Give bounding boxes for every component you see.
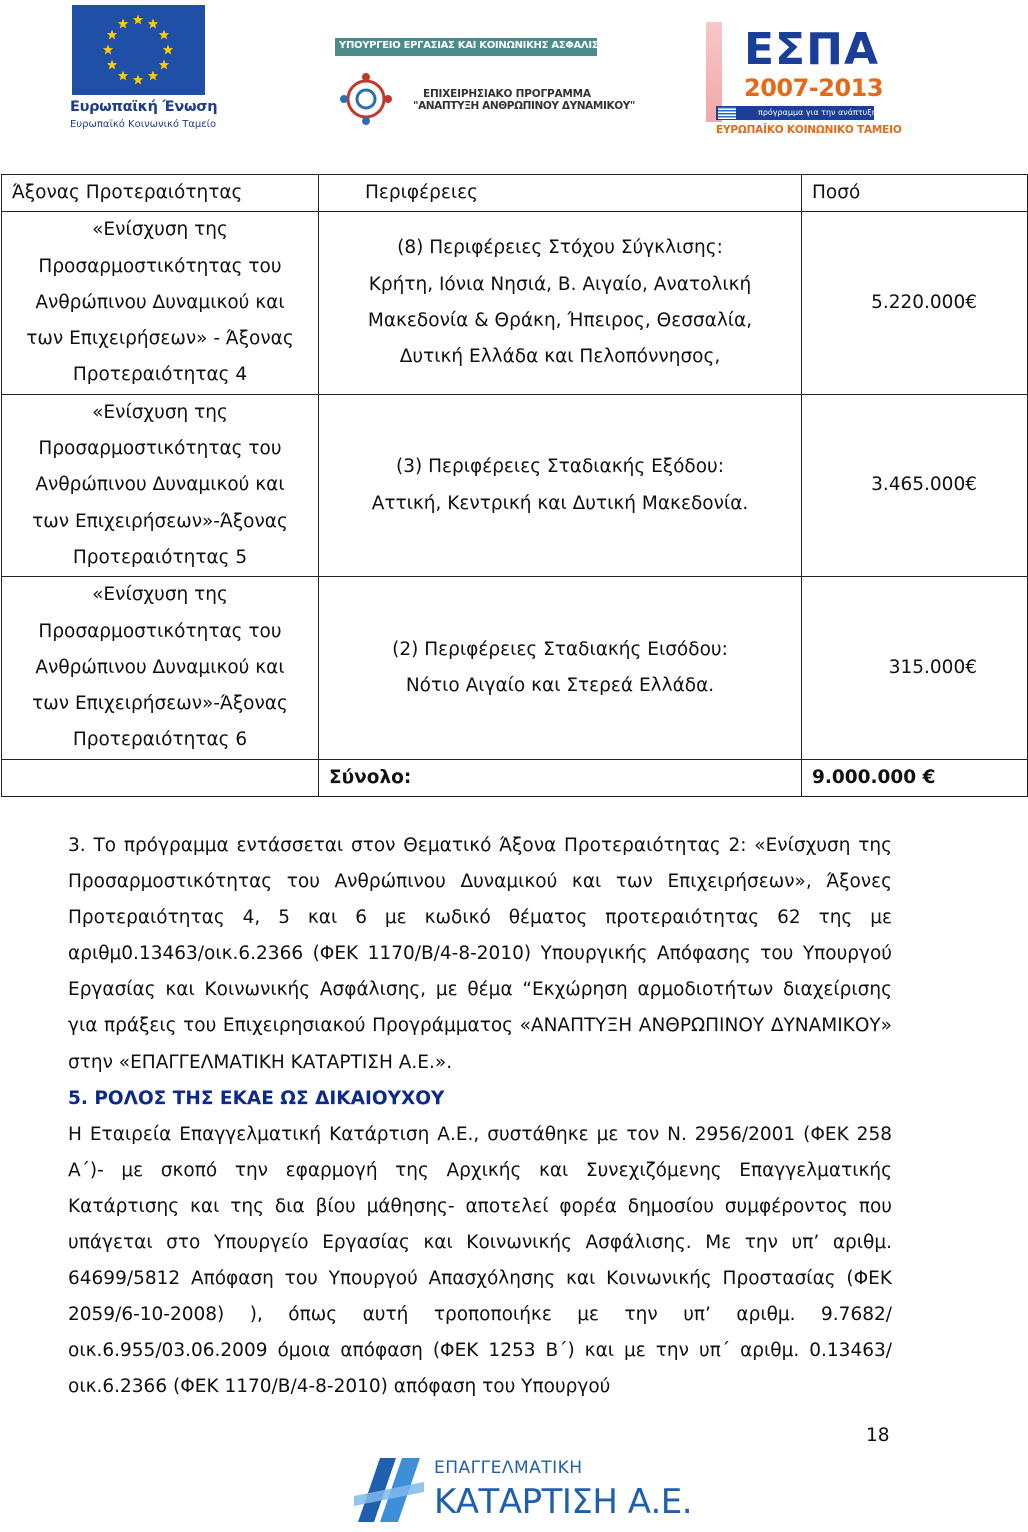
- header-axis: Άξονας Προτεραιότητας: [2, 175, 319, 212]
- espa-name: ΕΣΠΑ: [744, 24, 879, 75]
- eu-star-icon: [133, 75, 143, 85]
- regions-cell: (8) Περιφέρειες Στόχου Σύγκλισης: Κρήτη, Ιόνια Νησιά, Β. Αιγαίο, Ανατολική Μακεδονία & Θράκη, Ήπειρος, Θεσσαλία, Δυτική Ελλάδα και Πελοπόννησος,: [319, 212, 802, 394]
- eu-star-icon: [148, 70, 158, 80]
- axis-cell: «Ενίσχυση της Προσαρμοστικότητας του Ανθρώπινου Δυναμικού και των Επιχειρήσεων» - Άξονας Προτεραιότητας 4: [2, 212, 319, 394]
- section-5-heading: 5. ΡΟΛΟΣ ΤΗΣ ΕΚΑΕ ΩΣ ΔΙΚΑΙΟΥΧΟΥ: [68, 1087, 445, 1109]
- table-row: [2, 394, 1028, 576]
- funding-table: [1, 174, 1028, 797]
- ekae-mark-icon: [350, 1452, 428, 1530]
- total-empty-cell: [2, 759, 319, 796]
- page-number: 18: [866, 1425, 890, 1446]
- regions-cell: (2) Περιφέρειες Σταδιακής Εισόδου: Νότιο Αιγαίο και Στερεά Ελλάδα.: [319, 577, 802, 759]
- eu-star-icon: [107, 60, 117, 70]
- eu-star-icon: [159, 30, 169, 40]
- eu-logo-title: Ευρωπαϊκή Ένωση: [70, 99, 218, 115]
- eu-star-icon: [159, 60, 169, 70]
- eu-star-icon: [103, 45, 113, 55]
- espa-years: 2007-2013: [744, 74, 884, 102]
- amount-cell: 5.220.000€: [802, 212, 1028, 394]
- amount-cell: 3.465.000€: [802, 394, 1028, 576]
- header-regions: Περιφέρειες: [319, 175, 802, 212]
- total-label: Σύνολο:: [319, 759, 802, 796]
- paragraph-3: 3. Το πρόγραμμα εντάσσεται στον Θεματικό Άξονα Προτεραιότητας 2: «Ενίσχυση της Προσαρμοστικότητας του Ανθρώπινου Δυναμικού και των Επιχειρήσεων», Άξονες Προτεραιότητας 4, 5 και 6 με κωδικό θέματος προτεραιότητας 62 της με αριθμ0.13463/οικ.6.2366 (ΦΕΚ 1170/Β/4-8-2010) Υπουργικής Απόφασης του Υπουργού Εργασίας και Κοινωνικής Ασφάλισης, με θέμα “Εκχώρηση αρμοδιοτήτων διαχείρισης για πράξεις του Επιχειρησιακού Προγράμματος «ΑΝΑΠΤΥΞΗ ΑΝΘΡΩΠΙΝΟΥ ΔΥΝΑΜΙΚΟΥ» στην «ΕΠΑΓΓΕΛΜΑΤΙΚΗ ΚΑΤΑΡΤΙΣΗ Α.Ε.».: [68, 835, 892, 1073]
- program-title-line1: ΕΠΙΧΕΙΡΗΣΙΑΚΟ ΠΡΟΓΡΑΜΜΑ: [423, 88, 591, 100]
- regions-cell: (3) Περιφέρειες Σταδιακής Εξόδου: Αττική, Κεντρική και Δυτική Μακεδονία.: [319, 394, 802, 576]
- ekae-name-line1: ΕΠΑΓΓΕΛΜΑΤΙΚΗ: [434, 1458, 583, 1478]
- section-5-text: Η Εταιρεία Επαγγελματική Κατάρτιση Α.Ε., συστάθηκε με τον Ν. 2956/2001 (ΦΕΚ 258 Α΄)- με σκοπό την εφαρμογή της Αρχικής και Συνεχιζόμενης Επαγγελματικής Κατάρτισης και της δια βίου μάθησης- αποτελεί φορέα δημοσίου συμφέροντος που υπάγεται στο Υπουργείο Εργασίας και Κοινωνικής Ασφάλισης. Με την υπ’ αριθμ. 64699/5812 Απόφαση του Υπουργού Απασχόλησης και Κοινωνικής Προστασίας (ΦΕΚ 2059/6-10-2008) ), όπως αυτή τροποποιήκε με την υπ’ αριθμ. 9.7682/οικ.6.955/03.06.2009 όμοια απόφαση (ΦΕΚ 1253 Β΄) και με την υπ΄ αριθμ. 0.13463/οικ.6.2366 (ΦΕΚ 1170/Β/4-8-2010) απόφαση του Υπουργού: [68, 1123, 892, 1398]
- espa-logo: [706, 22, 902, 142]
- eu-star-icon: [133, 15, 143, 25]
- eu-logo: [70, 5, 220, 133]
- eu-star-icon: [118, 19, 128, 29]
- greek-flag-icon: [718, 107, 736, 119]
- eu-star-icon: [118, 70, 128, 80]
- table-row: [2, 212, 1028, 394]
- amount-cell: 315.000€: [802, 577, 1028, 759]
- eu-star-icon: [163, 45, 173, 55]
- total-row: [2, 759, 1028, 796]
- eu-logo-subtitle: Ευρωπαϊκό Κοινωνικό Ταμείο: [70, 119, 217, 130]
- espa-footer-text: ΕΥΡΩΠΑΪΚΟ ΚΟΙΝΩΝΙΚΟ ΤΑΜΕΙΟ: [716, 124, 902, 136]
- program-emblem-icon: [335, 68, 397, 130]
- table-row: [2, 577, 1028, 759]
- axis-cell: «Ενίσχυση της Προσαρμοστικότητας του Ανθρώπινου Δυναμικού και των Επιχειρήσεων»-Άξονας Προτεραιότητας 5: [2, 394, 319, 576]
- ministry-name: ΥΠΟΥΡΓΕΙΟ ΕΡΓΑΣΙΑΣ ΚΑΙ ΚΟΙΝΩΝΙΚΗΣ ΑΣΦΑΛΙΣΗΣ: [339, 40, 613, 51]
- axis-cell: «Ενίσχυση της Προσαρμοστικότητας του Ανθρώπινου Δυναμικού και των Επιχειρήσεων»-Άξονας Προτεραιότητας 6: [2, 577, 319, 759]
- body-text: [68, 828, 892, 1406]
- header-amount: Ποσό: [802, 175, 1028, 212]
- eu-star-icon: [148, 19, 158, 29]
- ekae-logo: [350, 1452, 693, 1530]
- table-header-row: [2, 175, 1028, 212]
- ekae-name-line2: ΚΑΤΑΡΤΙΣΗ Α.Ε.: [434, 1482, 693, 1522]
- eu-flag-icon: [72, 5, 205, 95]
- ministry-logo: [335, 38, 636, 118]
- program-title-line2: "ΑΝΑΠΤΥΞΗ ΑΝΘΡΩΠΙΝΟΥ ΔΥΝΑΜΙΚΟΥ": [413, 100, 636, 112]
- espa-tagline: πρόγραμμα για την ανάπτυξη: [758, 108, 877, 117]
- total-amount: 9.000.000 €: [802, 759, 1028, 796]
- eu-star-icon: [107, 30, 117, 40]
